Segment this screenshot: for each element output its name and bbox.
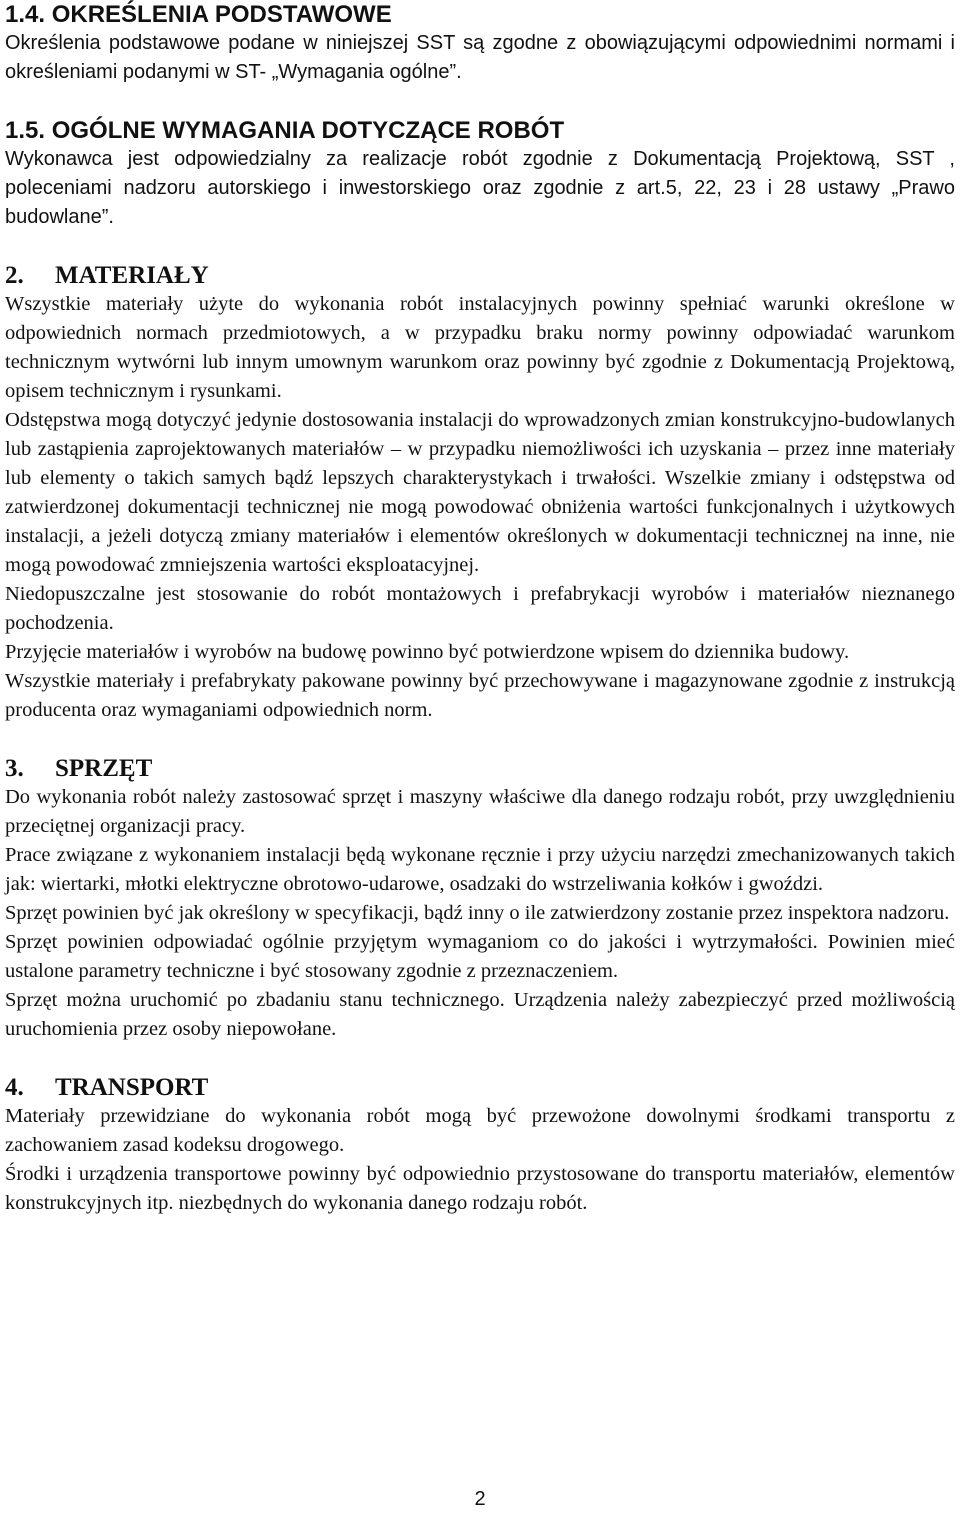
section-1-5-heading: 1.5. OGÓLNE WYMAGANIA DOTYCZĄCE ROBÓT xyxy=(5,117,565,144)
section-2-paragraph-3: Niedopuszczalne jest stosowanie do robót montażowych i prefabrykacji wyrobów i materiałów nieznanego pochodzenia. xyxy=(5,583,955,634)
section-3-paragraph-2: Prace związane z wykonaniem instalacji będą wykonane ręcznie i przy użyciu narzędzi zmechanizowanych takich jak: wiertarki, młotki elektryczne obrotowo-udarowe, osadzaki do wstrzeliwania kołków i gwoździ. xyxy=(5,844,955,895)
section-2-title: MATERIAŁY xyxy=(55,262,209,289)
section-4-paragraph-2: Środki i urządzenia transportowe powinny być odpowiednio przystosowane do transportu materiałów, elementów konstrukcyjnych itp. niezbędnych do wykonania danego rodzaju robót. xyxy=(5,1163,955,1214)
section-3-paragraph-4: Sprzęt powinien odpowiadać ogólnie przyjętym wymaganiom co do jakości i wytrzymałości. Powinien mieć ustalone parametry techniczne i być stosowany zgodnie z przeznaczeniem. xyxy=(5,931,955,982)
section-3-paragraph-3: Sprzęt powinien być jak określony w specyfikacji, bądź inny o ile zatwierdzony zostanie przez inspektora nadzoru. xyxy=(5,902,950,924)
section-3-paragraph-5: Sprzęt można uruchomić po zbadaniu stanu technicznego. Urządzenia należy zabezpieczyć przed możliwością uruchomienia przez osoby niepowołane. xyxy=(5,989,955,1040)
section-3-paragraph-1: Do wykonania robót należy zastosować sprzęt i maszyny właściwe dla danego rodzaju robót, przy uwzględnieniu przeciętnej organizacji pracy. xyxy=(5,786,955,837)
section-3-number: 3. xyxy=(5,755,24,782)
section-2-paragraph-5: Wszystkie materiały i prefabrykaty pakowane powinny być przechowywane i magazynowane zgodnie z instrukcją producenta oraz wymaganiami odpowiednich norm. xyxy=(5,670,955,721)
section-2-paragraph-1: Wszystkie materiały użyte do wykonania robót instalacyjnych powinny spełniać warunki określone w odpowiednich normach przedmiotowych, a w przypadku braku normy powinny odpowiadać warunkom technicznym wytwórni lub innym umownym warunkom oraz powinny być zgodnie z Dokumentacją Projektową, opisem technicznym i rysunkami. xyxy=(5,293,955,402)
section-2-paragraph-2: Odstępstwa mogą dotyczyć jedynie dostosowania instalacji do wprowadzonych zmian konstrukcyjno-budowlanych lub zastąpienia zaprojektowanych materiałów – w przypadku niemożliwości ich uzyskania – przez inne materiały lub elementy o takich samych bądź lepszych charakterystykach i trwałości. Wszelkie zmiany i odstępstwa od zatwierdzonej dokumentacji technicznej nie mogą powodować obniżenia wartości funkcjonalnych i użytkowych instalacji, a jeżeli dotyczą zmiany materiałów i elementów określonych w dokumentacji technicznej na inne, nie mogą powodować zmniejszenia wartości eksploatacyjnej. xyxy=(5,409,955,576)
section-2-number: 2. xyxy=(5,262,24,289)
section-3-heading xyxy=(5,754,955,783)
section-1-4-heading: 1.4. OKREŚLENIA PODSTAWOWE xyxy=(5,1,392,28)
document-page xyxy=(5,0,955,1218)
section-1-5-paragraph: Wykonawca jest odpowiedzialny za realizacje robót zgodnie z Dokumentacją Projektową, SST , poleceniami nadzoru autorskiego i inwestorskiego oraz zgodnie z art.5, 22, 23 i 28 ustawy „Prawo budowlane”. xyxy=(5,148,955,228)
page-number: 2 xyxy=(474,1488,486,1510)
section-2-paragraph-4: Przyjęcie materiałów i wyrobów na budowę powinno być potwierdzone wpisem do dziennika budowy. xyxy=(5,641,850,663)
section-3-title: SPRZĘT xyxy=(55,755,153,782)
section-4-paragraph-1: Materiały przewidziane do wykonania robót mogą być przewożone dowolnymi środkami transportu z zachowaniem zasad kodeksu drogowego. xyxy=(5,1105,955,1156)
section-4-number: 4. xyxy=(5,1074,24,1101)
section-4-heading xyxy=(5,1073,955,1102)
section-4-title: TRANSPORT xyxy=(55,1074,209,1101)
section-2-heading xyxy=(5,261,955,290)
section-1-4-paragraph: Określenia podstawowe podane w niniejszej SST są zgodne z obowiązującymi odpowiednimi normami i określeniami podanymi w ST- „Wymagania ogólne”. xyxy=(5,32,955,83)
